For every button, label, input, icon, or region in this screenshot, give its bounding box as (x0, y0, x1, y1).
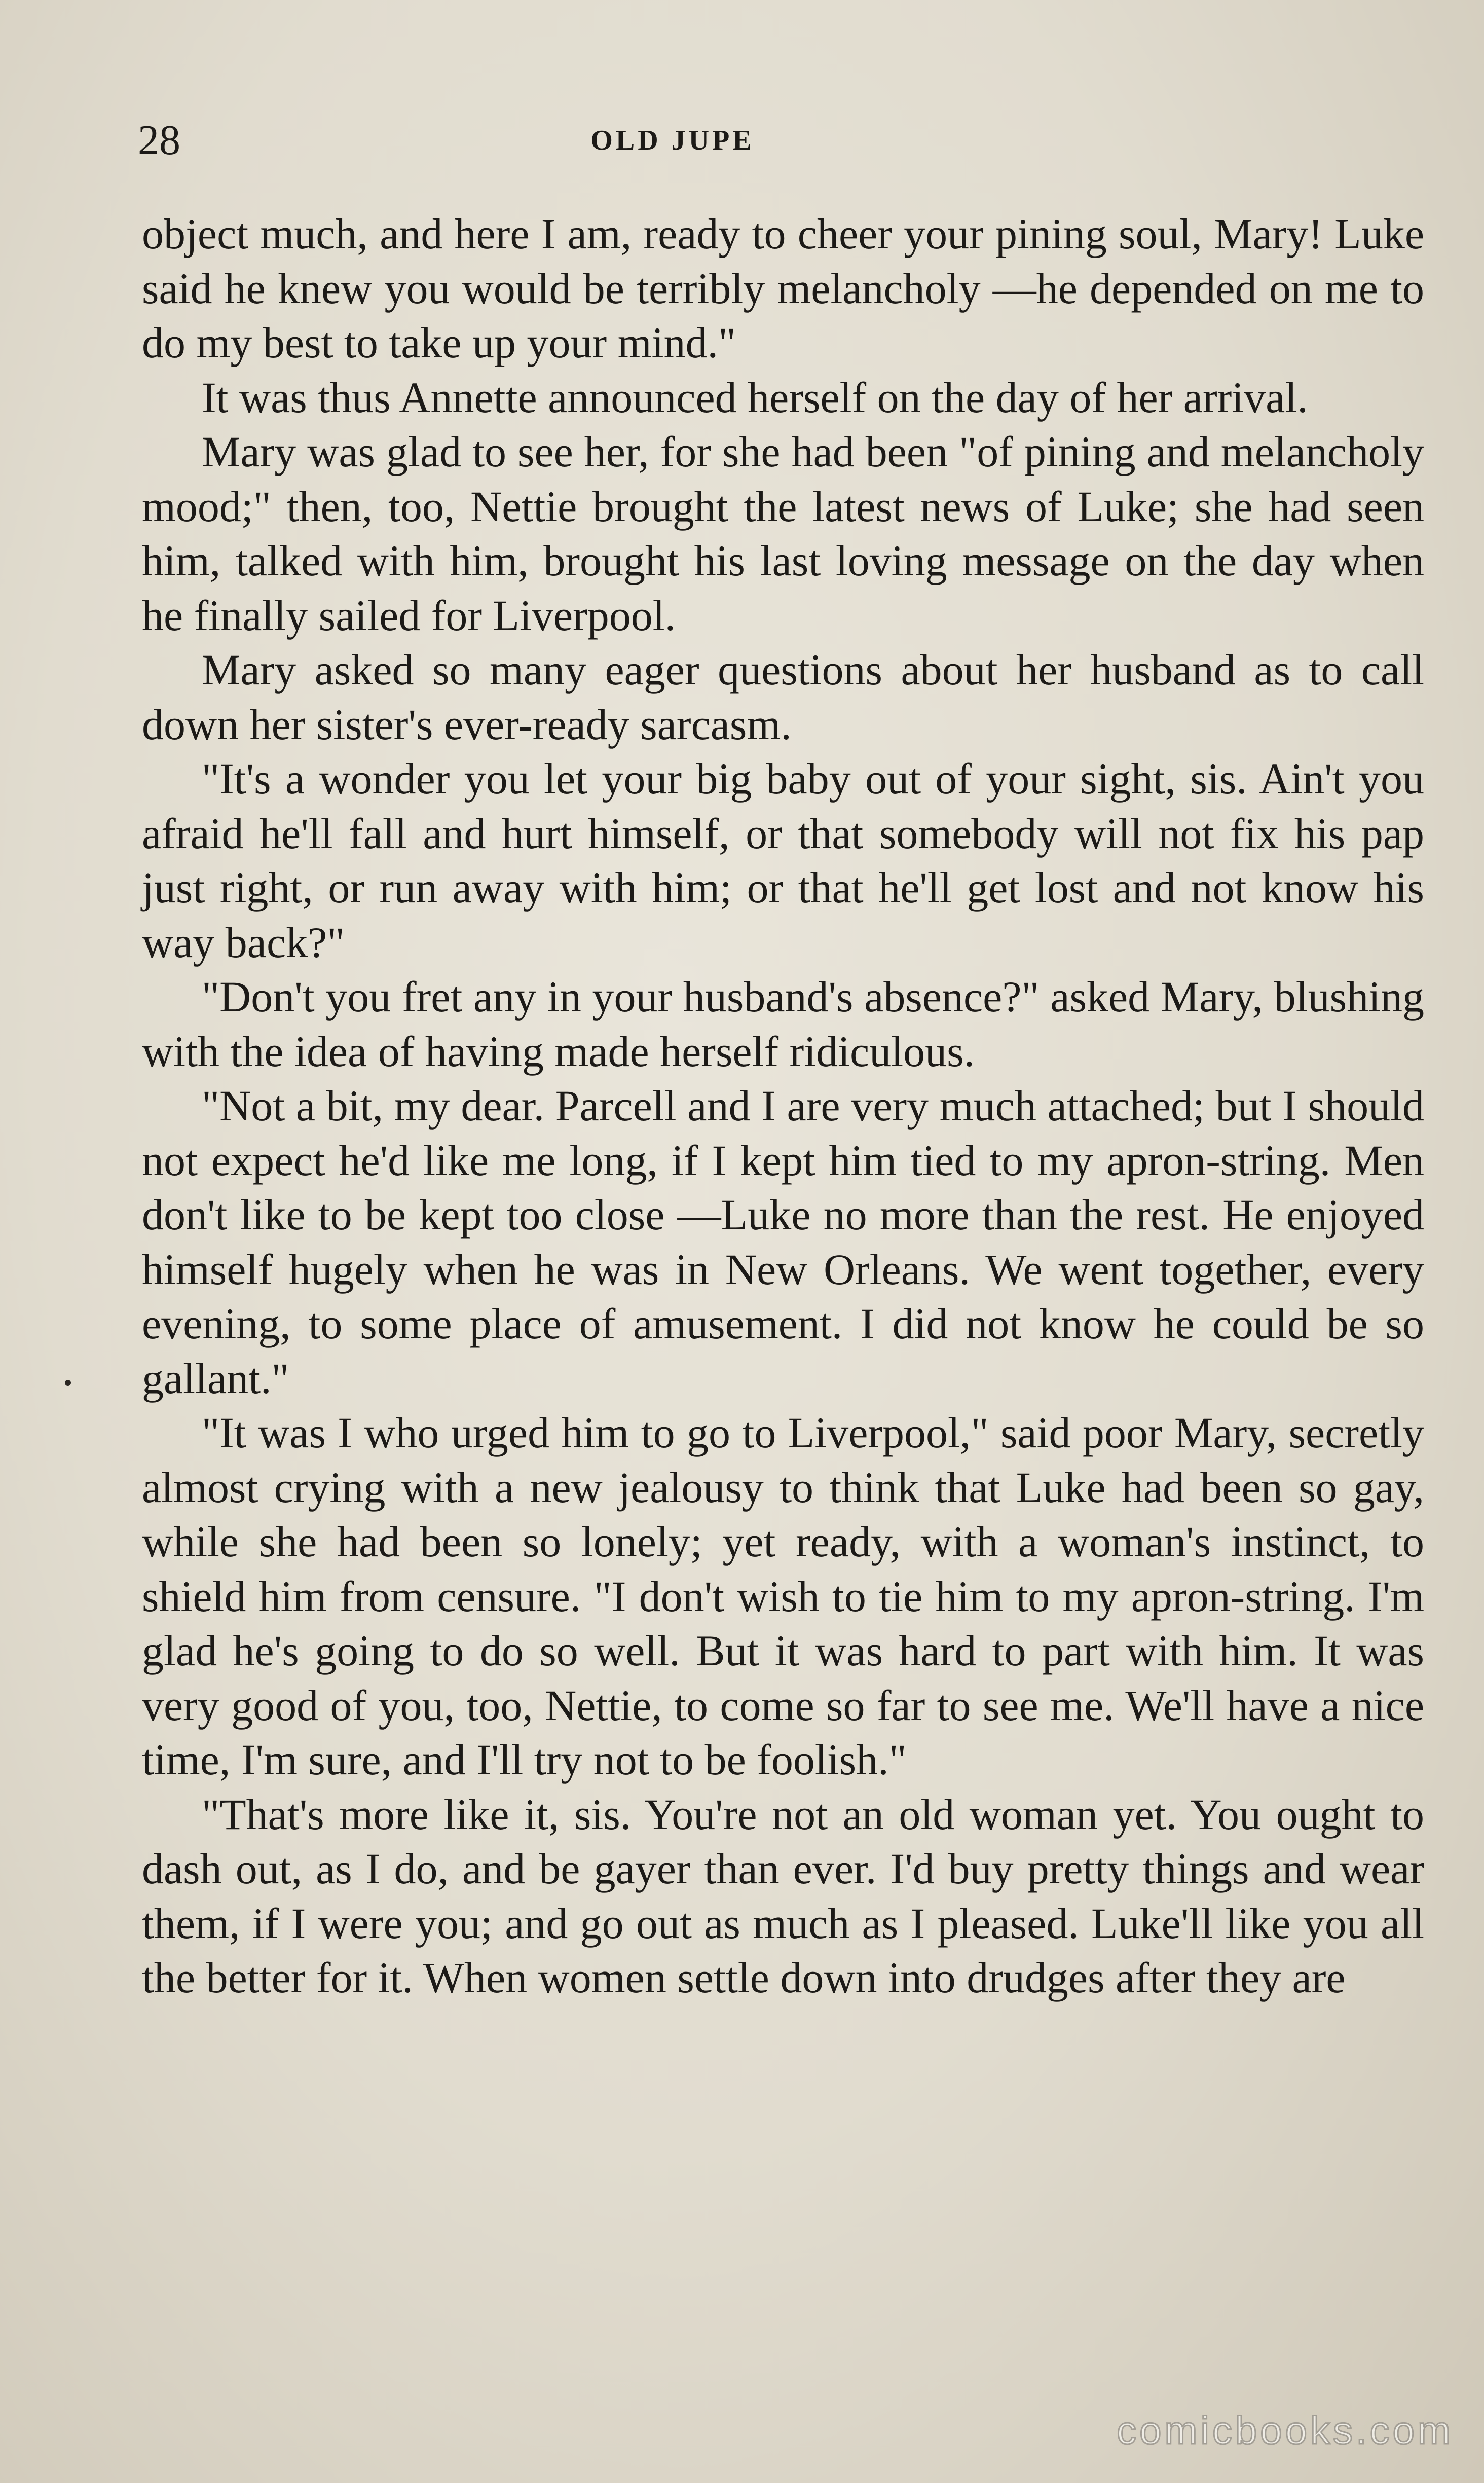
paragraph: "Don't you fret any in your husband's absence?" asked Mary, blushing with the idea of having made herself ridiculous. (142, 972, 1424, 1076)
paragraph: "It was I who urged him to go to Liverpool," said poor Mary, secretly almost crying with a new jealousy to think that Luke had been so gay, while she had been so lonely; yet ready, with a woman's instinct, to shield him from censure. "I don't wish to tie him to my apron-string. I'm glad he's going to do so well. But it was hard to part with him. It was very good of you, too, Nettie, to come so far to see me. We'll have a nice time, I'm sure, and I'll try not to be foolish." (142, 1408, 1424, 1784)
page-number: 28 (138, 117, 180, 164)
paragraph: "It's a wonder you let your big baby out of your sight, sis. Ain't you afraid he'll fall and hurt himself, or that somebody will not fix his pap just right, or run away with him; or that he'll get lost and not know his way back?" (142, 754, 1424, 967)
paragraph: object much, and here I am, ready to cheer your pining soul, Mary! Luke said he knew you would be terribly melancholy —he depended on me to do my best to take up your mind." (142, 209, 1424, 367)
paragraph: "That's more like it, sis. You're not an old woman yet. You ought to dash out, as I do, and be gayer than ever. I'd buy pretty things and wear them, if I were you; and go out as much as I pleased. Luke'll like you all the better for it. When women settle down into drudges after they are (142, 1790, 1424, 2002)
paragraph: Mary asked so many eager questions about her husband as to call down her sister's ever-ready sarcasm. (142, 645, 1424, 749)
watermark: comicbooks.com (1117, 2408, 1454, 2453)
page-header (138, 113, 1425, 168)
body-text (142, 207, 1424, 2005)
paragraph: It was thus Annette announced herself on the day of her arrival. (202, 373, 1308, 422)
paragraph: Mary was glad to see her, for she had been "of pining and melancholy mood;" then, too, Nettie brought the latest news of Luke; she had seen him, talked with him, brought his last loving message on the day when he finally sailed for Liverpool. (142, 427, 1424, 640)
running-title: OLD JUPE (590, 125, 755, 156)
paragraph: "Not a bit, my dear. Parcell and I are very much attached; but I should not expect he'd like me long, if I kept him tied to my apron-string. Men don't like to be kept too close —Luke no more than the rest. He enjoyed himself hugely when he was in New Orleans. We went together, every evening, to some place of amusement. I did not know he could be so gallant." (142, 1081, 1424, 1403)
ink-speck (65, 1380, 71, 1386)
